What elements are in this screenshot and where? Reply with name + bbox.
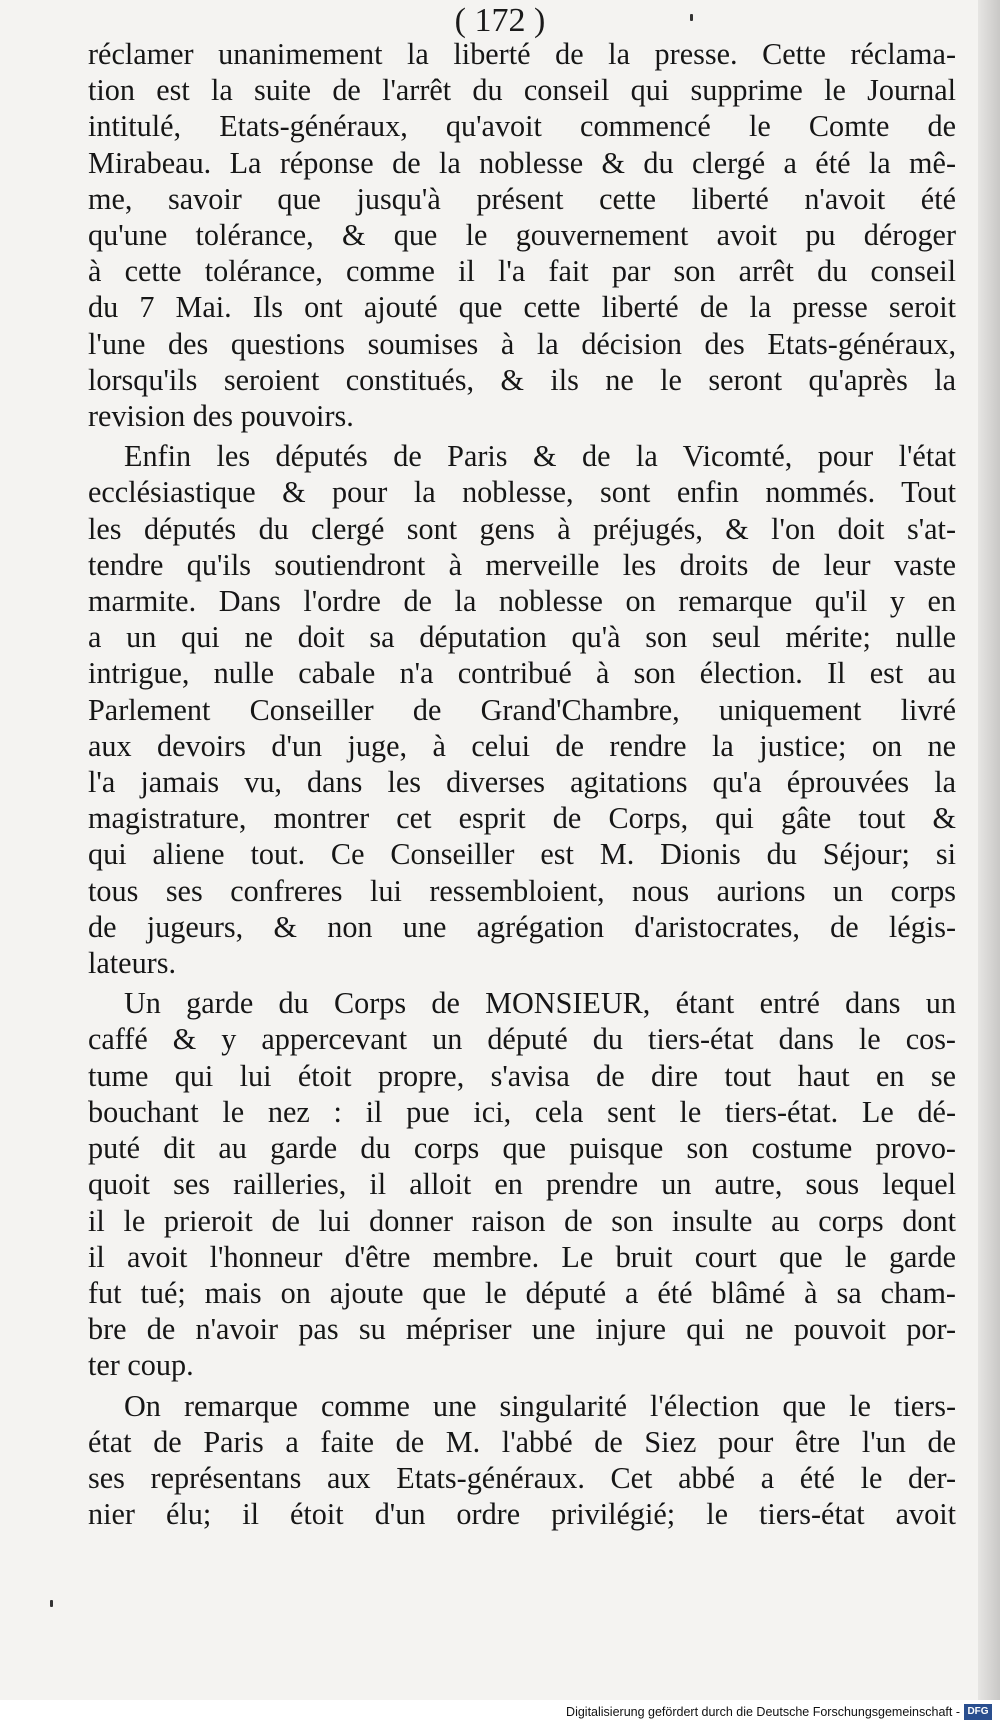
text-line: marmite. Dans l'ordre de la noblesse on remarque qu'il y en xyxy=(88,584,956,619)
text-line: aux devoirs d'un juge, à celui de rendre la justice; on ne xyxy=(88,728,956,763)
text-line: réclamer unanimement la liberté de la presse. Cette réclama- xyxy=(88,37,956,71)
digitization-footer xyxy=(0,1700,1000,1727)
text-line: l'a jamais vu, dans les diverses agitations qu'a éprouvées la xyxy=(88,765,956,800)
text-line: intrigue, nulle cabale n'a contribué à son élection. Il est au xyxy=(88,656,956,691)
text-line: On remarque comme une singularité l'élection que le tiers- xyxy=(124,1388,956,1423)
text-line: les députés du clergé sont gens à préjugés, & l'on doit s'at- xyxy=(88,511,956,546)
text-line: Un garde du Corps de MONSIEUR, étant entré dans un xyxy=(124,986,956,1021)
text-line: bouchant le nez : il pue ici, cela sent le tiers-état. Le dé- xyxy=(88,1094,956,1129)
text-line: quoit ses railleries, il alloit en prendre un autre, sous lequel xyxy=(88,1167,956,1202)
text-line: l'une des questions soumises à la décision des Etats-généraux, xyxy=(88,326,956,361)
text-line: à cette tolérance, comme il l'a fait par son arrêt du conseil xyxy=(88,254,956,289)
text-line: Parlement Conseiller de Grand'Chambre, uniquement livré xyxy=(88,692,956,727)
text-line: puté dit au garde du corps que puisque son costume provo- xyxy=(88,1131,956,1166)
text-line: il le prieroit de lui donner raison de son insulte au corps dont xyxy=(88,1203,956,1238)
text-line: Enfin les députés de Paris & de la Vicomté, pour l'état xyxy=(124,439,956,474)
text-line: qui aliene tout. Ce Conseiller est M. Dionis du Séjour; si xyxy=(88,837,956,872)
text-line: fut tué; mais on ajoute que le député a été blâmé à sa cham- xyxy=(88,1275,956,1310)
text-line: état de Paris a faite de M. l'abbé de Siez pour être l'un de xyxy=(88,1424,956,1459)
text-line: ses représentans aux Etats-généraux. Cet abbé a été le der- xyxy=(88,1460,956,1495)
text-line: tume qui lui étoit propre, s'avisa de dire tout haut en se xyxy=(88,1058,956,1093)
text-line: revision des pouvoirs. xyxy=(88,399,354,434)
text-line: lorsqu'ils seroient constitués, & ils ne le seront qu'après la xyxy=(88,362,956,397)
text-line: magistrature, montrer cet esprit de Corps, qui gâte tout & xyxy=(88,801,956,836)
text-line: a un qui ne doit sa députation qu'à son seul mérite; nulle xyxy=(88,620,956,655)
text-line: tion est la suite de l'arrêt du conseil qui supprime le Journal xyxy=(88,73,956,108)
text-line: ecclésiastique & pour la noblesse, sont enfin nommés. Tout xyxy=(88,475,956,510)
text-line: qu'une tolérance, & que le gouvernement avoit pu déroger xyxy=(88,218,956,253)
text-line: lateurs. xyxy=(88,946,177,981)
text-line: bre de n'avoir pas su mépriser une injure qui ne pouvoit por- xyxy=(88,1312,956,1347)
text-line: caffé & y appercevant un député du tiers-état dans le cos- xyxy=(88,1022,956,1057)
body-text xyxy=(88,36,956,1532)
text-line: ter coup. xyxy=(88,1348,194,1383)
text-line: il avoit l'honneur d'être membre. Le bruit court que le garde xyxy=(88,1239,956,1274)
text-line: tendre qu'ils soutiendront à merveille les droits de leur vaste xyxy=(88,547,956,582)
dfg-logo: DFG xyxy=(964,1704,992,1720)
text-line: Mirabeau. La réponse de la noblesse & du clergé a été la mê- xyxy=(88,145,956,180)
text-line: de jugeurs, & non une agrégation d'aristocrates, de légis- xyxy=(88,909,956,944)
text-line: intitulé, Etats-généraux, qu'avoit commencé le Comte de xyxy=(88,109,956,144)
ink-speck xyxy=(690,14,693,21)
text-line: nier élu; il étoit d'un ordre privilégié; le tiers-état avoit xyxy=(88,1497,956,1532)
text-line: du 7 Mai. Ils ont ajouté que cette liberté de la presse seroit xyxy=(88,290,956,325)
text-line: me, savoir que jusqu'à présent cette liberté n'avoit été xyxy=(88,181,956,216)
text-line: tous ses confreres lui ressembloient, nous aurions un corps xyxy=(88,873,956,908)
footer-credit: Digitalisierung gefördert durch die Deutsche Forschungsgemeinschaft - xyxy=(566,1705,960,1719)
page-edge-shadow xyxy=(978,0,1000,1700)
page-number: ( 172 ) xyxy=(454,2,546,39)
ink-speck xyxy=(50,1600,53,1607)
